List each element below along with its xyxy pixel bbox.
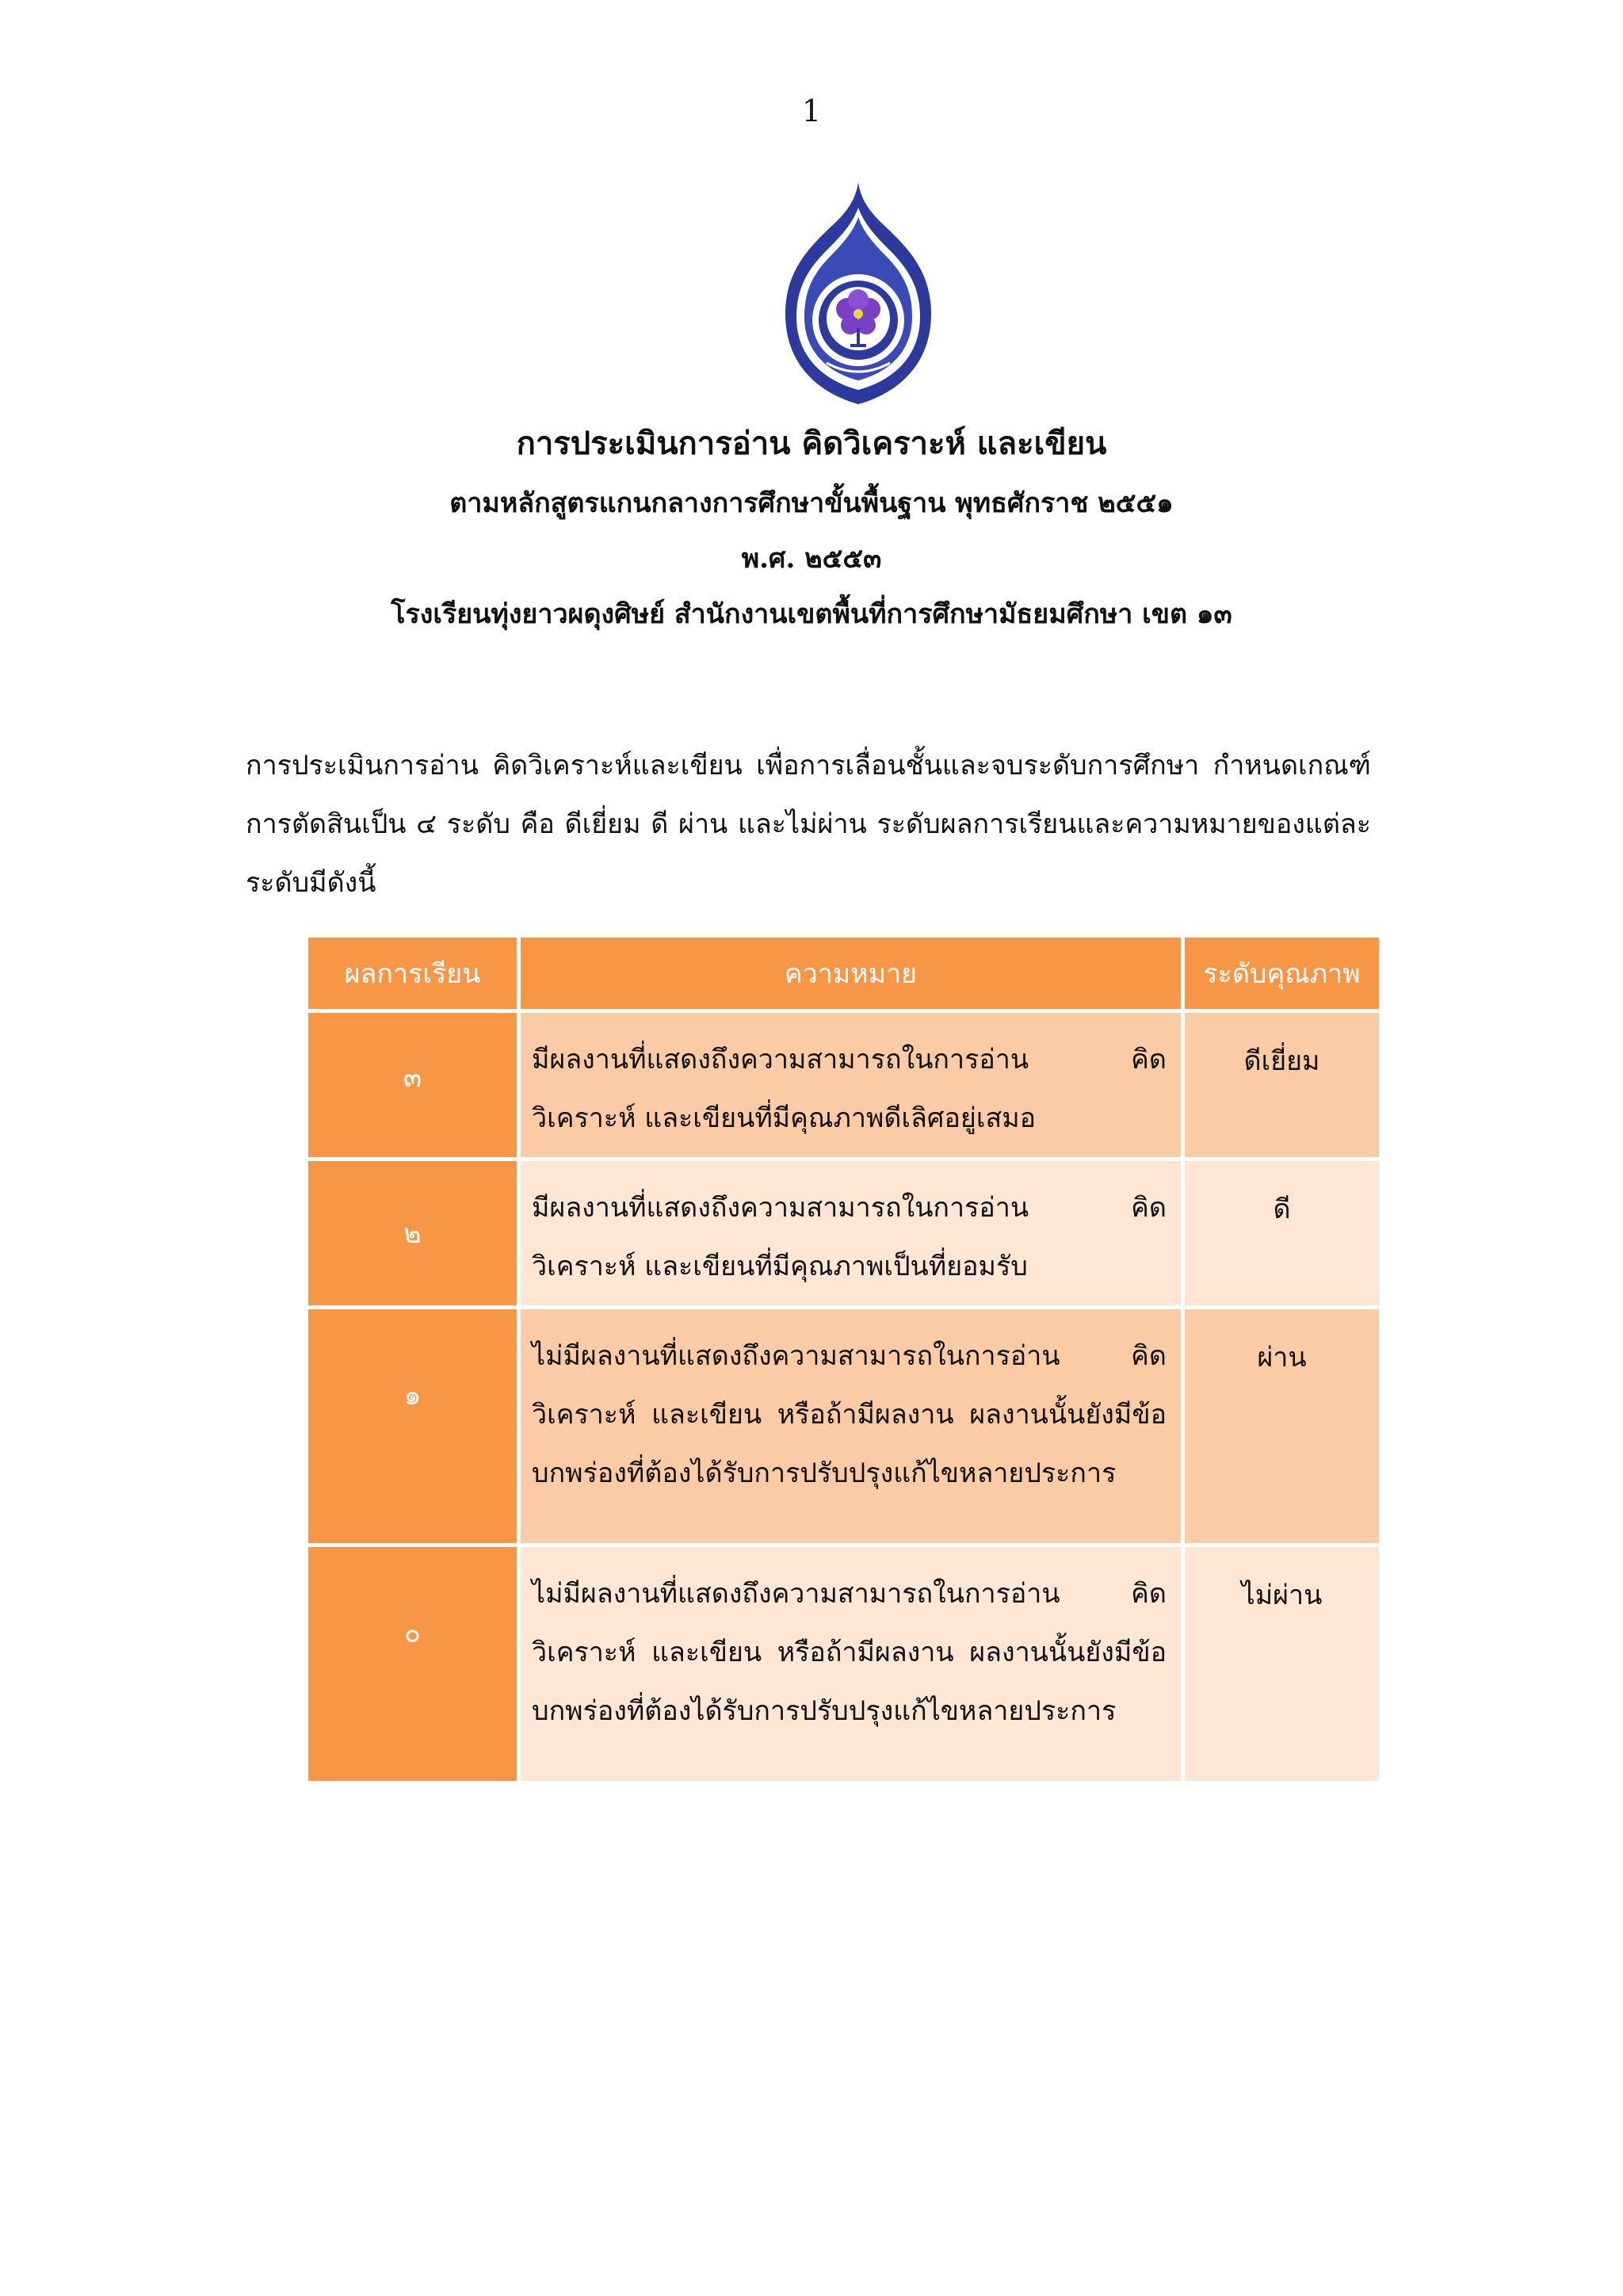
header-score: ผลการเรียน: [307, 936, 519, 1011]
school-emblem-icon: [779, 181, 938, 407]
header-level: ระดับคุณภาพ: [1183, 936, 1381, 1011]
table-header-row: [307, 936, 1381, 1011]
page-number: 1: [801, 94, 822, 128]
level-cell: ผ่าน: [1183, 1308, 1381, 1545]
meaning-cell: มีผลงานที่แสดงถึงความสามารถในการอ่าน คิดวิเคราะห์ และเขียนที่มีคุณภาพเป็นที่ยอมรับ: [519, 1159, 1183, 1308]
meaning-cell: ไม่มีผลงานที่แสดงถึงความสามารถในการอ่าน คิดวิเคราะห์ และเขียน หรือถ้ามีผลงาน ผลงานนั้นยังมีข้อบกพร่องที่ต้องได้รับการปรับปรุงแก้ไขหลายประการ: [519, 1308, 1183, 1545]
school-line: โรงเรียนทุ่งยาวผดุงศิษย์ สำนักงานเขตพื้นที่การศึกษามัธยมศึกษา เขต ๑๓: [391, 598, 1232, 630]
score-cell: ๒: [307, 1159, 519, 1308]
level-cell: ดีเยี่ยม: [1183, 1011, 1381, 1159]
score-cell: ๐: [307, 1545, 519, 1783]
table-row: [307, 1011, 1381, 1159]
score-cell: ๓: [307, 1011, 519, 1159]
header-meaning: ความหมาย: [519, 936, 1183, 1011]
table-row: [307, 1308, 1381, 1545]
document-heading: [0, 412, 1623, 642]
table-row: [307, 1159, 1381, 1308]
level-cell: ดี: [1183, 1159, 1381, 1308]
table-row: [307, 1545, 1381, 1783]
level-cell: ไม่ผ่าน: [1183, 1545, 1381, 1783]
grading-table: [304, 934, 1383, 1785]
meaning-cell: มีผลงานที่แสดงถึงความสามารถในการอ่าน คิดวิเคราะห์ และเขียนที่มีคุณภาพดีเลิศอยู่เสมอ: [519, 1011, 1183, 1159]
year-line: พ.ศ. ๒๕๕๓: [741, 543, 882, 575]
meaning-cell: ไม่มีผลงานที่แสดงถึงความสามารถในการอ่าน คิดวิเคราะห์ และเขียน หรือถ้ามีผลงาน ผลงานนั้นยังมีข้อบกพร่องที่ต้องได้รับการปรับปรุงแก้ไขหลายประการ: [519, 1545, 1183, 1783]
intro-paragraph: การประเมินการอ่าน คิดวิเคราะห์และเขียน เพื่อการเลื่อนชั้นและจบระดับการศึกษา กำหนดเกณฑ์การตัดสินเป็น ๔ ระดับ คือ ดีเยี่ยม ดี ผ่าน และไม่ผ่าน ระดับผลการเรียนและความหมายของแต่ละระดับมีดังนี้: [246, 750, 1371, 899]
score-cell: ๑: [307, 1308, 519, 1545]
curriculum-line: ตามหลักสูตรแกนกลางการศึกษาขั้นพื้นฐาน พุทธศักราช ๒๕๕๑: [449, 487, 1174, 519]
document-title: การประเมินการอ่าน คิดวิเคราะห์ และเขียน: [516, 425, 1107, 462]
